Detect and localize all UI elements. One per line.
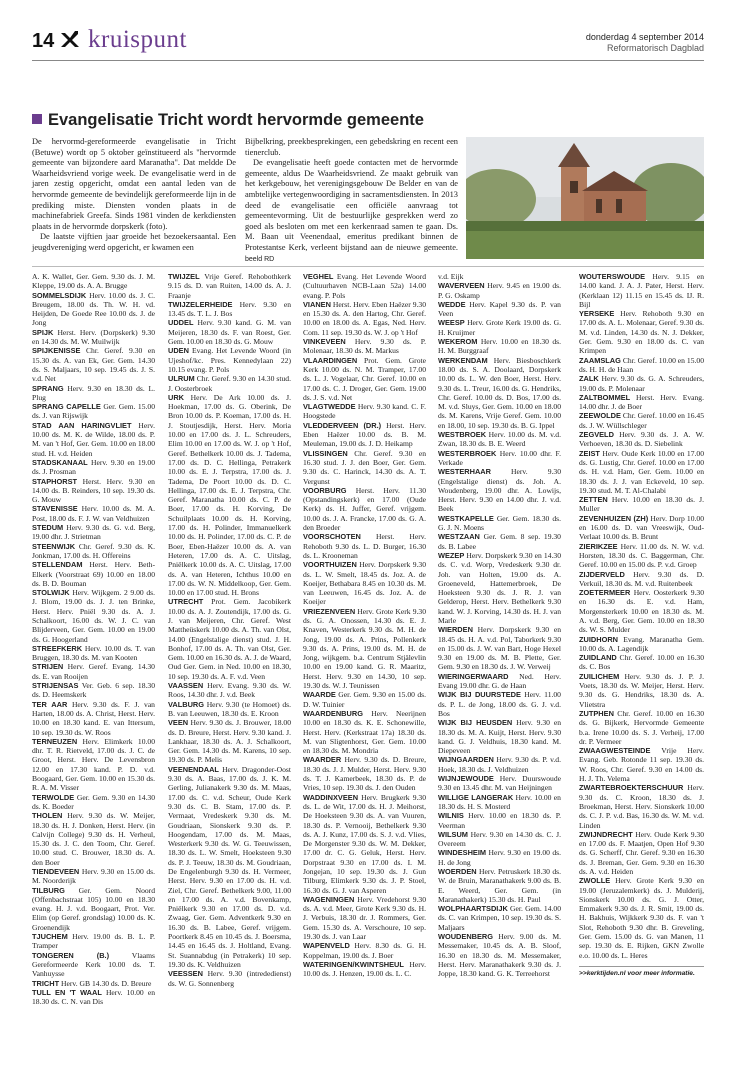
service-entry: WESTKAPELLE Ger. Gem. 18.30 ds. G. J. N. Moens <box>438 513 561 533</box>
service-entry: WEESP Herv. Grote Kerk 19.00 ds. G. H. Kruijmer <box>438 318 561 337</box>
article-column-1 <box>32 137 236 254</box>
service-entry: VOORBURG Herst. Herv. 11.30 (Opstandingskerk) en 17.00 (Oude Kerk) ds. H. Juffer, Geref. vrijgem. 10.00 ds. J. A. Francke, 17.00 ds. G. A. den Broeder <box>303 485 426 533</box>
service-entry: SPIJKENISSE Chr. Geref. 9.30 en 15.30 ds. A. van Ek, Ger. Gem. 14.30 ds. S. Maljaars, 10 sep. 19.45 ds. J. S. v.d. Net <box>32 346 156 384</box>
service-entry: WAVERVEEN Herv. 9.45 en 19.00 ds. P. G. Oskamp <box>438 281 561 300</box>
service-entry: v.d. Eijk <box>438 272 464 281</box>
article-paragraph: De evangelisatie heeft goede contacten met de hervormde gemeente, aldus De Waarheidsvriend. Ze maakt gebruik van het kerkgebouw, het verenigingsgebouw De Belder en van de ambtelijke vertegenwoordiging in sacramentsdiensten. In 2013 deed de evangelisatie een officiële aanvraag tot gemeentevorming. Uit de bestuurlijke gesprekken werd zo goed als besloten om met een kerkenraad samen te gaan. Ds. M. Baan uit Veenendaal, emeritus predikant binnen de Protestantse Kerk, verleent bijstand aan de nieuwe gemeente. beeld RD <box>245 158 458 263</box>
service-entry: WOERDEN Herv. Petruskerk 18.30 ds. W. de Bruin, Maranathakerk 9.00 ds. B. E. Weerd, Ger. Gem. (in Maranathakerk) 15.30 ds. H. Paul <box>438 867 561 904</box>
service-entry: UTRECHT Prot. Gem. Jacobikerk 10.00 ds. A. J. Zoutendijk, 17.00 ds. G. J. van Meijeren, Chr. Geref. West Mattheüskerk 10.00 ds. A. Th. van Olst, 14.00 (Engelstalige dienst) stud. J. H. Bonhof, 17.00 ds. A. Th. van Olst, Ger. Gem. 10.00 en 16.30 ds. A. J. de Waard, Oud Ger. Gem. in Ned. 10.00 en 18.30, 10 sep. 19.30 ds. A. F. v.d. Veen <box>168 597 291 681</box>
service-column-2 <box>168 272 291 988</box>
service-entry: WADDINXVEEN Herv. Brugkerk 9.30 ds. L. de Wit, 17.00 ds. H. J. Meihorst, De Hoeksteen 9.30 ds. A. van Vuuren, 18.30 ds. P. Vernooij, Bethelkerk 9.30 ds. A. J. Kunz, 17.00 ds. S. J. v.d. Vlies, De Morgenster 9.30 ds. W. M. Dekker, 17.00 dr. C. G. Geluk, Herst. Herv. Dorpstraat 9.30 en 17.00 ds. I. M. Jongejan, 10 sep. 19.30 ds. J. Gun Tilburg, Elimkerk 9.30 ds. J. P. Stoel, 16.30 ds. G. J. van Asperen <box>303 792 426 895</box>
service-entry: WAARDER Herv. 9.30 ds. D. Breure, 18.30 ds. J. J. Mulder, Herst. Herv. 9.30 ds. T. J. Kamerbeek, 18.30 ds. P. de Vries, 10 sep. 19.30 ds. J. den Ouden <box>303 755 427 793</box>
service-entry: STOLWIJK Herv. Wijkgem. 2 9.00 ds. J. Blom, 19.00 ds. J. J. ten Brinke, Herst. Herv. Pniël 9.30 ds. A. J. Schalkoort, 16.00 ds. W. J. C. van Blijderveen, Ger. Gem. 10.00 en 19.00 ds. G. Hoogerland <box>32 588 155 644</box>
service-entry: WIJNJEWOUDE Herv. Duurswoude 9.30 en 13.45 dhr. M. van Heijningen <box>438 774 561 793</box>
service-entry: STADSKANAAL Herv. 9.30 en 19.00 ds. J. Prosman <box>32 457 155 477</box>
service-entry: ZWARTEBROEKTERSCHUUR Herv. 9.30 ds. C. Kroon, 18.30 ds. J. Broekman, Herst. Herv. Sionskerk 10.00 ds. C. J. P. v.d. Bas, 16.30 ds. W. M. v.d. Linden <box>579 783 704 830</box>
service-column-3 <box>303 272 426 979</box>
service-entry: YERSEKE Herv. Rehoboth 9.30 en 17.00 ds. A. L. Molenaar, Geref. 9.30 ds. M. v.d. Linden, 14.30 ds. N. J. Dekker, Ger. Gem. 9.30 en 18.00 ds. C. van Krimpen <box>579 309 704 356</box>
service-entry: ULRUM Chr. Geref. 9.30 en 14.30 stud. J. Oosterbroek <box>168 374 291 393</box>
service-entry: TERWOLDE Ger. Gem. 9.30 en 14.30 ds. K. Boeder <box>32 792 155 811</box>
service-entry: VLAARDINGEN Prot. Gem. Grote Kerk 10.00 ds. N. M. Tramper, 17.00 ds. L. J. Vogelaar, Chr. Geref. 10.00 en 17.00 ds. C. J. Droger, Ger. Gem. 19.00 ds. J. S. v.d. Net <box>303 355 426 402</box>
page-header <box>32 26 704 54</box>
service-entry: A. K. Wallet, Ger. Gem. 9.30 ds. J. M. Kleppe, 19.00 ds. A. A. Brugge <box>32 272 155 291</box>
service-entry: ZAAMSLAG Chr. Geref. 10.00 en 15.00 ds. H. H. de Haan <box>579 355 705 374</box>
service-entry: WESTERBROEK Herv. 10.00 dhr. F. Verkade <box>438 448 562 467</box>
service-entry: STAVENISSE Herv. 10.00 ds. M. A. Post, 18.00 ds. F. J. W. van Veldhuizen <box>32 504 156 523</box>
cross-arrow-icon <box>58 28 82 52</box>
service-entry: WEDDE Herv. Kapel 9.30 ds. P. van Veen <box>438 299 561 319</box>
service-entry: WESTERHAAR Herv. 9.30 (Engelstalige dienst) ds. Joh. A. Woudenberg, 19.00 dhr. A. Lowijs, Herst. Herv. 9.30 en 14.00 dhr. J. v.d. Beek <box>438 467 561 514</box>
service-entry: VIANEN Herst. Herv. Eben Haëzer 9.30 en 15.30 ds. A. den Hartog, Chr. Geref. 10.00 en 18.00 ds. A. Egas, Ned. Herv. Com. 11 sep. 19.30 ds. W. J. op 't Hof <box>303 299 426 337</box>
church-photo <box>466 137 704 259</box>
service-entry: VALBURG Herv. 9.30 (te Homoet) ds. B. van Leeuwen, 18.30 ds. E. Kroon <box>168 699 291 718</box>
service-entry: URK Herv. De Ark 10.00 ds. J. Hoekman, 17.00 ds. G. Oberink, De Bron 10.00 ds. P. Koeman, 17.00 ds. H. J. Stoutjesdijk, Herst. Herv. Moria 10.00 en 17.00 ds. J. L. Schreuders, Elim 10.00 en 17.00 ds. W. J. op 't Hof, Geref. Bethelkerk 10.00 ds. J. Tadema, 17.00 ds. D. C. Hellinga, Petrakerk 10.00 ds. E. J. Terpstra, 17.00 ds. J. Tadema, De Poort 10.00 ds. D. C. Hellinga, 17.00 ds. E. J. Terpstra, Chr. Geref. Maranatha 10.00 ds. C. P. de Boer, 17.00 ds. H. Korving, De Schuilplaats 10.00 ds. H. Korving, 17.00 ds. H. Polinder, Immanuelkerk 10.00 ds. H. Polinder, 17.00 ds. C. P. de Boer, Eben-Haëzer 10.00 ds. A. van Heteren, 17.00 ds. A. C. Uitslag, Pniëlkerk 10.00 ds. A. C. Uitslag, 17.00 ds. A. van Heteren, Ichthus 10.00 en 17.00 ds. W. N. Middelkoop, Ger. Gem. 10.00 en 17.00 stud. H. Brons <box>168 392 291 598</box>
service-entry: SOMMELSDIJK Herv. 10.00 ds. J. C. Breugem, 18.00 ds. Th. W. H. vd. Heijden, De Goede Ree 10.00 ds. J. de Jong <box>32 290 155 328</box>
service-entry: UDEN Evang. Het Levende Woord (in Ujeshof/kc. Pres. Kennedylaan 22) 10.15 evang. P. Pols <box>168 346 291 374</box>
service-entry: TIENDEVEEN Herv. 9.30 en 15.00 ds. M. Noorderijk <box>32 867 156 886</box>
service-entry: WERKENDAM Herv. Biesboschkerk 18.00 ds. S. A. Doolaard, Dorpskerk 10.00 ds. L. W. den Boer, Herst. Herv. 9.30 ds. L. Treur, 16.00 ds. G. Hendriks, Chr. Geref. 10.00 ds. D. Bos, 17.00 ds. M. v.d. Sluys, Ger. Gem. 10.00 en 18.00 ds. M. Karens, Vrije Geref. Gem. 10.00 en 18.00, 10 sep. 19.30 ds. B. G. Ippel <box>438 355 561 430</box>
service-entry: WAPENVELD Herv. 8.30 ds. G. H. Koppelman, 19.00 ds. J. Boer <box>303 941 426 960</box>
issue-date: donderdag 4 september 2014 <box>585 32 704 42</box>
service-entry: SPRANG Herv. 9.30 en 18.30 ds. L. Plug <box>32 383 155 402</box>
service-entry: VEENENDAAL Herv. Dragonder-Oost 9.30 ds. A. Baas, 17.00 ds. J. K. M. Gerling, Julianakerk 9.30 ds. M. Maas, 17.00 ds. C. v.d. Scheur, Oude Kerk 9.30 ds. C. B. Stam, 17.00 ds. P. Vermaat, Vredeskerk 9.30 ds. M. Goudriaan, Sionskerk 9.30 ds. P. Hoogendam, 17.00 ds. M. Maas, Westerkerk 9.30 ds. W. G. Teeuwissen, 18.30 ds. L. W. Smelt, Hoeksteen 9.30 ds. P. J. Teeuw, 18.30 ds. M. Goudriaan, De Engelenburgh 9.30 ds. H. Vermeer, Herst. Herv. 9.30 en 17.00 ds. H. v.d. Ziel, Chr. Geref. Bethelkerk 9.00, 11.00 en 17.00 ds. A. v.d. Bovenkamp, Pniëlkerk 9.30 en 17.00 ds. D. v.d. Zwaag, Ger. Gem. Adventkerk 9.30 en 16.30 ds. B. Labee, Geref. vrijgem. Poortkerk 8.45 en 10.45 ds. J. Boersma, 14.45 en 16.45 ds. J. Holtland, Evang. St. Suannabdug (in Petrakerk) 10 sep. 19.30 ds. K. Veldhuizen <box>168 764 291 969</box>
service-entry: ZIJDERVELD Herv. 9.30 ds. D. Verkuil, 18.30 ds. M. v.d. Ruitenbeek <box>579 569 704 588</box>
service-entry: STEENWIJK Chr. Geref. 9.30 ds. K. Jonkman, 17.00 ds. H. Offereins <box>32 541 155 560</box>
photo-credit: beeld RD <box>245 255 275 263</box>
service-entry: STREEFKERK Herv. 10.00 ds. T. van Bruggen, 18.30 ds. M. van Kooten <box>32 643 156 663</box>
service-entry: THOLEN Herv. 9.30 ds. W. Meijer, 18.30 ds. H. J. Donken, Herst. Herv. (in Calvijn College) 9.30 ds. H. Verheul, 15.30 ds. J. C. den Toom, Chr. Geref. 10.00 stud. C. Brouwer, 18.30 ds. A. den Boer <box>32 811 156 867</box>
service-entry: TRICHT Herv. GB 14.30 ds. D. Breure <box>32 978 152 988</box>
service-column-4 <box>438 272 561 979</box>
service-entry: TILBURG Ger. Gem. Noord (Offenbachstraat 105) 10.00 en 18.30 evang. H. J. v.d. Boogaart, Prot. Ver. Elim (op Geref. grondslag) 10.00 ds. K. Groenendijk <box>32 885 155 932</box>
article-paragraph: De hervormd-gereformeerde evangelisatie in Tricht (Betuwe) wordt op 5 oktober geïnstitueerd als "hervormde gemeente van bijzondere aard Maranatha". Dat meldde De Waarheidsvriend vorige week. De evangelisatie werd in de jaren zestig opgericht, omdat een aantal leden van de hervormde gemeente de bevindelijk gereformeerde lijn in de prediking miste. Diensten vonden plaats in de machinefabriek Greefa. Sinds 1981 vinden de kerkdiensten plaats in de hervormde dorpskerk (foto). <box>32 137 236 231</box>
service-entry: WIERDEN Herv. Dorpskerk 9.30 en 18.45 ds. H. A. v.d. Pol, Taborkerk 9.30 en 15.00 ds. J. W. van Bart, Hoge Hexel 9.30 en 19.00 ds. M. B. Plette, Ger. Gem. 9.30 en 18.30 ds. J. W. Verweij <box>438 625 561 672</box>
service-entry: STEDUM Herv. 9.30 ds. G. v.d. Berg, 19.00 dhr. J. Strietman <box>32 523 155 542</box>
service-column-1 <box>32 272 155 1006</box>
service-entry: VINKEVEEN Herv. 9.30 ds. P. Molenaar, 18.30 ds. M. Markus <box>303 337 426 356</box>
service-entry: ZEIST Herv. Oude Kerk 10.00 en 17.00 ds. G. Lustig, Chr. Geref. 10.00 en 17.00 ds. H. v.d. Ham, Ger. Gem. 10.00 en 18.30 ds. J. J. van Eckeveld, 10 sep. 19.30 stud. M. T. Al-Chalabi <box>579 448 704 495</box>
service-entry: ZWOLLE Herv. Grote Kerk 9.30 en 19.00 (Jeruzalemkerk) ds. J. Mulderij, Sionskerk 10.00 ds. G. J. Otter, Emmakerk 9.30 ds. J. R. Smit, 19.00 ds. H. Bakhuis, Wijkkerk 9.30 ds. F. van 't Slot, Rehoboth 9.30 dhr. B. Greveling, Ger. Gem. 15.00 ds. G. van Manen, 11 sep. 19.30 ds. E. Rijken, GKN Zwolle e.o. 10.00 ds. L. Heres <box>579 876 704 960</box>
service-entry: ZUIDLAND Chr. Geref. 10.00 en 16.30 ds. C. Bos <box>579 653 704 672</box>
service-entry: WIERINGERWAARD Ned. Herv. Evang 19.00 dhr. G. de Haan <box>438 671 561 691</box>
service-entry: VAASSEN Herv. Evang. 9.30 ds. W. Roos, 14.30 dhr. J. v.d. Beek <box>168 681 291 700</box>
publication-name: Reformatorisch Dagblad <box>606 43 704 53</box>
service-entry: VEGHEL Evang. Het Levende Woord (Cultuurhaven NCB-Laan 52a) 14.00 evang. P. Pols <box>303 272 426 300</box>
article-title: Evangelisatie Tricht wordt hervormde gemeente <box>48 111 424 129</box>
service-entry: TWIJZEL Vrije Geref. Rehobothkerk 9.15 ds. D. van Ruiten, 14.00 ds. A. J. Fraanje <box>168 272 292 300</box>
service-entry: VRIEZENVEEN Herv. Grote Kerk 9.30 ds. G. A. Onossen, 14.30 ds. E. J. Knaven, Westerkerk 9.30 ds. M. H. de Jong, 19.00 ds. A. Prins, Pollenkerk 9.30 ds. A. Prins, 19.00 ds. M. H. de Jong, wijkgem. b.a. Centrum Stjälevlin 10.00 en 19.00 kand. G. R. Maaritz, Herst. Herv. 9.30 en 14.30, 10 sep. 19.30 ds. W. J. Teunissen <box>303 606 426 691</box>
service-entry: WOUTERSWOUDE Herv. 9.15 en 14.00 kand. J. A. J. Pater, Herst. Herv. (Kerklaan 12) 11.15 en 15.45 ds. IJ. R. Bijl <box>579 272 704 309</box>
article-paragraph: De laatste vijftien jaar groeide het bezoekersaantal. Een jeugdvereniging werd opgericht, er kwamen een <box>32 232 236 252</box>
service-entry: TER AAR Herv. 9.30 ds. F. J. van Harten, 18.00 ds. A. Christ, Herst. Herv. 10.00 en 18.30 kand. E. van Ittersum, 10 sep. 19.30 ds. W. Roos <box>32 699 155 737</box>
service-entry: STAPHORST Herst. Herv. 9.30 en 14.00 ds. B. Reinders, 10 sep. 19.30 ds. G. Mouw <box>32 476 155 505</box>
service-entry: ZIERIKZEE Herv. 11.00 ds. N. W. v.d. Horsten, 18.30 ds. C. Baggerman, Chr. Geref. 10.00 en 15.00 ds. P. v.d. Groep <box>579 541 705 570</box>
service-entry: ZWIJNDRECHT Herv. Oude Kerk 9.30 en 17.00 ds. F. Maatjen, Open Hof 9.30 ds. G. Scherff, Chr. Geref. 9.30 en 16.30 ds. J. Breman, Ger. Gem. 9.30 en 16.30 ds. A. v.d. Heiden <box>579 829 704 876</box>
service-entry: STRIJENSAS Ver. Geb. 6 sep. 18.30 ds. D. Heemskerk <box>32 681 155 700</box>
service-entry: WEKEROM Herv. 10.00 en 18.30 ds. H. M. Burggraaf <box>438 337 561 356</box>
service-entry: ZOETERMEER Herv. Oosterkerk 9.30 en 16.30 ds. E. v.d. Ham, Morgensterkerk 10.00 en 18.30 ds. M. A. v.d. Berg, Ger. Gem. 10.00 en 18.30 ds. W. S. Mulder <box>579 588 704 635</box>
more-info-link[interactable]: >>kerktijden.nl voor meer informatie. <box>579 966 704 978</box>
service-entry: WESTBROEK Herv. 10.00 ds. M. v.d. Zwan, 18.30 ds. B. E. Weerd <box>438 430 561 449</box>
service-entry: WAARDENBURG Herv. Neerijnen 10.00 en 18.30 ds. K. E. Schonewille, Herst. Herv. (Kerkstraat 17a) 18.30 ds. M. van Sligtenhorst, Ger. Gem. 10.00 en 18.30 ds. M. Mondria <box>303 708 426 756</box>
service-entry: WILSUM Herv. 9.30 en 14.30 ds. C. J. Overeem <box>438 829 561 849</box>
issue-date-block <box>586 32 704 54</box>
service-entry: STAD AAN HARINGVLIET Herv. 10.00 ds. M. K. de Wilde, 18.00 ds. P. M. van 't Hof, Ger. Gem. 10.00 en 18.00 stud. H. v.d. Heiden <box>32 420 155 458</box>
service-entry: WINDESHEIM Herv. 9.30 en 19.00 ds. H. de Jong <box>438 848 561 867</box>
service-entry: VEEN Herv. 9.30 ds. J. Brouwer, 18.00 ds. D. Breure, Herst. Herv. 9.30 kand. J. Lankhaar, 18.30 ds. A. J. Schalkoort, Ger. Gem. 14.30 ds. M. Karens, 10 sep. 19.30 ds. P. Melis <box>168 718 291 765</box>
service-entry: SPIJK Herst. Herv. (Dorpskerk) 9.30 en 14.30 ds. M. W. Muilwijk <box>32 327 155 347</box>
service-entry: VOORSCHOTEN Herst. Herv. Rehoboth 9.30 ds. L. D. Burger, 16.30 ds. L. Krooneman <box>303 532 426 560</box>
header-rule <box>32 60 704 61</box>
service-entry: VLISSINGEN Chr. Geref. 9.30 en 16.30 stud. J. J. den Boer, Ger. Gem. 9.30 ds. C. Harinck, 14.30 ds. A. T. Vergunst <box>303 448 426 486</box>
service-entry: VLEDDERVEEN (DR.) Herst. Herv. Eben Haëzer 10.00 ds. B. M. Meuleman, 19.00 ds. J. D. Heikamp <box>303 420 426 449</box>
service-entry: WAGENINGEN Herv. Vredehorst 9.30 ds. A. v.d. Meer, Grote Kerk 9.30 ds. H. J. Verbuis, 18.30 dr. J. Rommers, Ger. Gem. 15.30 ds. A. Verschoure, 10 sep. 19.30 ds. J. van Laar <box>303 894 426 942</box>
service-entry: WIJK BIJ DUURSTEDE Herv. 11.00 ds. P. L. de Jong, 18.00 ds. G. J. v.d. Bos <box>438 690 561 718</box>
service-entry: ZUILICHEM Herv. 9.30 ds. J. P. J. Voets, 18.30 ds. W. Meijer, Herst. Herv. 9.30 ds. G. Hendriks, 18.30 ds. A. Vlietstra <box>579 671 704 709</box>
service-entry: WOLPHAARTSDIJK Ger. Gem. 14.00 ds. C. van Krimpen, 10 sep. 19.30 ds. S. Maljaars <box>438 904 562 932</box>
service-entry: ZUIDHORN Evang. Maranatha Gem. 10.00 ds. A. Lagendijk <box>579 634 704 653</box>
service-entry: WILLIGE LANGERAK Herv. 10.00 en 18.30 ds. H. S. Mosterd <box>438 792 561 811</box>
service-entry: WILNIS Herv. 10.00 en 18.30 ds. P. Veerman <box>438 811 561 830</box>
headline-square-icon <box>32 114 42 124</box>
service-entry: WOUDENBERG Herv. 9.00 ds. M. Messemaker, 10.45 ds. A. B. Sloof, 16.30 en 18.30 ds. M. Messemaker, Herst. Herv. Maranathakerk 9.30 ds. J. Joppe, 18.30 kand. G. K. Terreehorst <box>438 932 561 979</box>
service-entry: ZWAAGWESTEINDE Vrije Herv. Evang. Geb. Rotonde 11 sep. 19.30 ds. W. Roos, Chr. Geref. 9.30 en 14.00 ds. H. J. Th. Velema <box>579 746 704 784</box>
service-entry: ZEGVELD Herv. 9.30 ds. J. A. W. Verhoeven, 18.30 ds. D. Siebelink <box>579 430 704 449</box>
service-entry: STRIJEN Herv. Geref. Evang. 14.30 ds. E. van Rooijen <box>32 662 155 681</box>
service-entry: TULL EN 'T WAAL Herv. 10.00 en 18.30 ds. C. N. van Dis <box>32 987 155 1007</box>
service-entry: WATERINGEN/KWINTSHEUL Herv. 10.00 ds. J. Henzen, 19.00 ds. L. C. <box>303 959 426 979</box>
service-entry: ZEVENHUIZEN (ZH) Herv. Dorp 10.00 en 16.00 ds. D. van Vreeswijk, Oud-Verlaat 10.00 ds. B. Brunt <box>579 513 704 542</box>
service-entry: WAARDE Ger. Gem. 9.30 en 15.00 ds. D. W. Tuinier <box>303 690 426 709</box>
service-entry: WEZEP Herv. Dorpskerk 9.30 en 14.30 ds. C. v.d. Worp, Vredeskerk 9.30 dr. Joh. van Holten, 19.00 ds. A. Groeneveld, Hattemerbroek, De Hoeksteen 9.30 ds. J. R. J. van Gelderop, Herst. Herv. Bethelkerk 9.30 kand. W. J. Korving, 14.30 ds. H. J. van Marle <box>438 550 561 625</box>
service-entry: ZEEWOLDE Chr. Geref. 10.00 en 16.45 ds. J. W. Wüllschleger <box>579 411 705 430</box>
service-entry: ZALTBOMMEL Herst. Herv. Evang. 14.00 dhr. J. de Boer <box>579 392 704 412</box>
service-entry: WIJNGAARDEN Herv. 9.30 ds. P. v.d. Hoek, 18.30 ds. J. Veldhuizen <box>438 755 562 774</box>
service-entry: WESTZAAN Ger. Gem. 8 sep. 19.30 ds. B. Labee <box>438 532 561 551</box>
service-entry: WIJK BIJ HEUSDEN Herv. 9.30 en 18.30 ds. M. A. Kuijt, Herst. Herv. 9.30 kand. G. J. Veldhuis, 18.30 kand. M. Diepeveen <box>438 718 561 756</box>
service-entry: ZUTPHEN Chr. Geref. 10.00 en 16.30 ds. G. Bijkerk, Hervormde Gemeente b.a. Irene 10.00 ds. S. J. Verheij, 17.00 dr. P. Vermeer <box>579 708 704 746</box>
service-entry: UDDEL Herv. 9.30 kand. G. M. van Meijeren, 18.30 ds. F. van Roest, Ger. Gem. 10.00 en 18.30 ds. G. Mouw <box>168 318 291 347</box>
service-entry: TWIJZELERHEIDE Herv. 9.30 en 13.45 ds. T. L. J. Bos <box>168 299 291 319</box>
article-paragraph: Bijbelkring, preekbesprekingen, een gebedskring en recent een tienerclub. <box>245 137 458 157</box>
service-column-5 <box>579 272 704 978</box>
section-divider <box>32 266 704 267</box>
service-entry: SPRANG CAPELLE Ger. Gem. 15.00 ds. J. van Rijswijk <box>32 402 155 421</box>
page-number: 14 <box>32 30 55 52</box>
article-column-2 <box>245 137 458 265</box>
service-entry: STELLENDAM Herst. Herv. Beth-Elkerk (Voorstraat 69) 10.00 en 18.00 ds. B. D. Bouman <box>32 560 155 588</box>
service-entry: ZETTEN Herv. 10.00 en 18.30 ds. J. Muller <box>579 495 704 514</box>
service-entry: ZALK Herv. 9.30 ds. G. A. Schreuders, 19.00 ds. P. Molenaar <box>579 374 704 393</box>
service-entry: TONGEREN (B.) Vlaams Gereformeerde Kerk 10.00 ds. T. Vanhuysse <box>32 950 155 979</box>
service-entry: VLAGTWEDDE Herv. 9.30 kand. C. F. Hoogstede <box>303 402 427 421</box>
service-entry: TERNEUZEN Herv. Elimkerk 10.00 dhr. T. R. Rietveld, 17.00 ds. J. C. de Groot, Herst. Herv. De Levensbron 12.00 en 17.30 kand. P. D. v.d. Boogaard, Ger. Gem. 10.00 en 15.30 ds. R. A. M. Visser <box>32 736 155 793</box>
section-title: kruispunt <box>88 26 187 53</box>
article-headline <box>32 111 424 130</box>
service-entry: VOORTHUIZEN Herv. Dorpskerk 9.30 ds. L. W. Smelt, 18.45 ds. Joz. A. de Koeijer, Bethabara 8.45 en 10.30 ds. M. van Leeuwen, 16.45 ds. Joz. A. de Koeijer <box>303 560 426 607</box>
service-entry: TJUCHEM Herv. 19.00 ds. B. L. P. Tramper <box>32 932 155 951</box>
service-entry: VEESSEN Herv. 9.30 (intrededienst) ds. W. G. Sonnenberg <box>168 969 291 988</box>
